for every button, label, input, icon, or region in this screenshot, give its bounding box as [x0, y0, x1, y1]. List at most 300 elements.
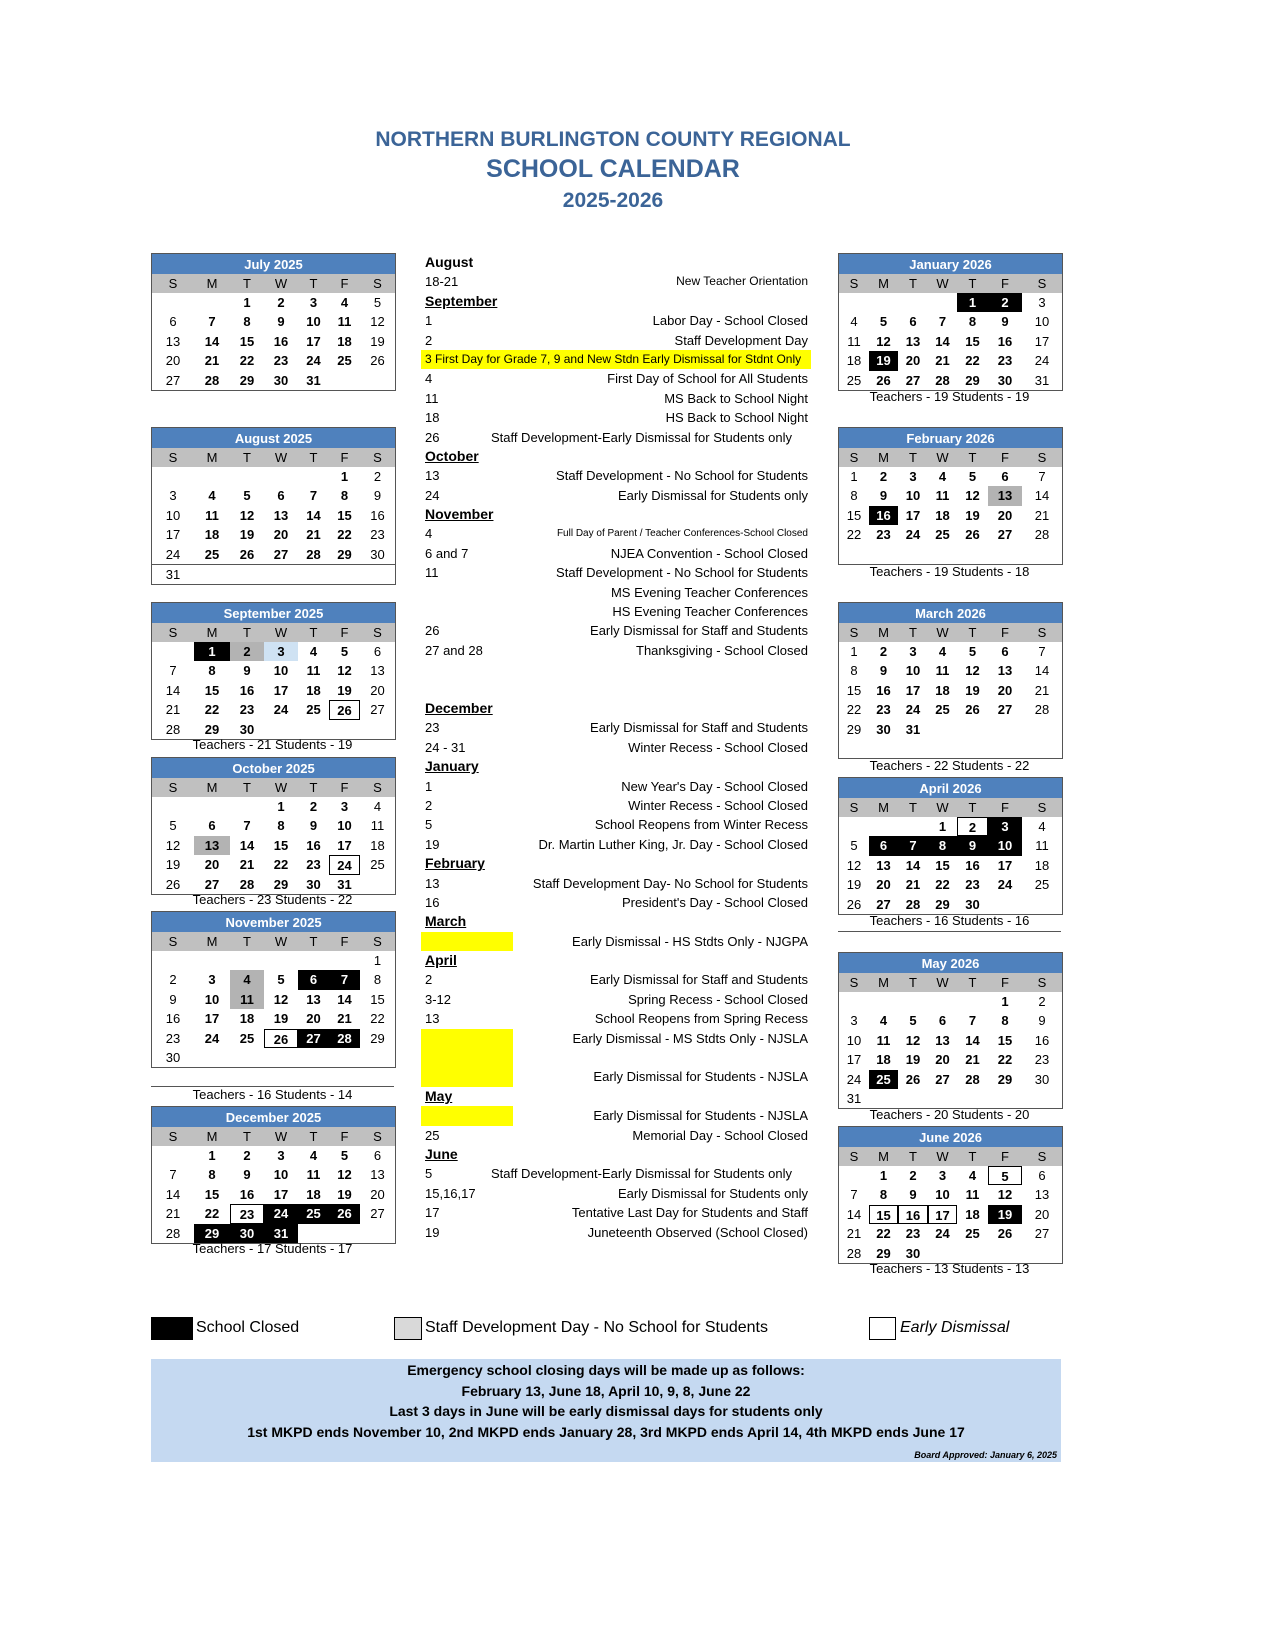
event-date: 19: [425, 836, 440, 852]
day-cell: 20: [997, 507, 1013, 523]
day-cell: 26: [876, 372, 891, 388]
month-calendar-mar: [838, 602, 1063, 759]
day-cell: 12: [337, 663, 352, 679]
day-cell: 24: [905, 527, 921, 543]
day-cell: 19: [965, 507, 980, 523]
empty-cell: [928, 293, 957, 312]
event-description: Early Dismissal for Staff and Students: [590, 720, 808, 736]
month-heading-label: August: [425, 254, 474, 270]
weekday-label: S: [373, 1129, 382, 1144]
event-description: HS Evening Teacher Conferences: [612, 604, 808, 620]
empty-cell: [839, 1166, 869, 1185]
event-description: Early Dismissal for Students only: [617, 1185, 808, 1201]
day-cell: 3: [340, 799, 349, 814]
event-date: 16: [425, 894, 440, 910]
day-cell: 17: [337, 837, 352, 853]
weekday-label: T: [309, 276, 318, 291]
day-cell: 12: [905, 1032, 921, 1048]
empty-cell: [298, 951, 329, 970]
day-cell: 29: [194, 1224, 230, 1243]
weekday-label: T: [243, 934, 251, 949]
day-cell: 16: [997, 333, 1013, 349]
empty-cell: [898, 817, 928, 836]
day-cell: 8: [208, 663, 216, 679]
day-cell: 1: [208, 1148, 216, 1163]
week-row: [152, 951, 395, 970]
week-row: [152, 816, 395, 835]
day-cell: 13: [370, 1167, 385, 1183]
event-row: [421, 1106, 811, 1125]
day-cell: 9: [243, 663, 251, 679]
day-cell: 26: [264, 1029, 298, 1048]
day-cell: 21: [905, 877, 921, 893]
event-row: [421, 835, 811, 854]
event-description: MS Evening Teacher Conferences: [610, 584, 808, 600]
month-header: November 2025: [152, 912, 395, 932]
day-cell: 28: [306, 546, 321, 562]
weekday-label: W: [274, 450, 288, 465]
day-cell: 29: [965, 372, 980, 388]
day-cell: 10: [988, 836, 1022, 855]
event-date: 1: [425, 313, 433, 329]
week-row: [152, 486, 395, 505]
day-cell: 29: [273, 876, 289, 892]
day-cell: 22: [846, 527, 862, 543]
day-cell: 18: [337, 333, 352, 349]
week-row: [152, 1204, 395, 1223]
day-cell: 16: [869, 506, 898, 525]
day-cell: 2: [1038, 994, 1046, 1009]
weekday-label: F: [340, 450, 349, 465]
day-cell: 12: [965, 488, 980, 504]
event-date: 13: [425, 468, 440, 484]
week-row: [152, 332, 395, 351]
day-cell: 12: [997, 1187, 1013, 1203]
day-cell: 3: [909, 469, 917, 484]
day-cell: 1: [243, 295, 251, 310]
day-cell: 26: [329, 1204, 360, 1223]
empty-cell: [928, 720, 957, 739]
weekday-label: S: [168, 625, 178, 640]
event-row: [421, 970, 811, 989]
week-row: [839, 293, 1062, 312]
day-cell: 28: [165, 1225, 181, 1241]
day-cell: 4: [938, 644, 947, 659]
day-cell: 30: [905, 1245, 921, 1261]
event-row: [421, 641, 811, 660]
event-row: [421, 1029, 811, 1048]
day-cell: 13: [273, 507, 289, 523]
event-date: 25: [425, 1127, 440, 1143]
event-row: [421, 369, 811, 388]
day-cell: 11: [935, 488, 950, 504]
day-cell: 16: [1034, 1032, 1050, 1048]
day-cell: 1: [373, 953, 382, 968]
weekday-label: S: [1037, 276, 1047, 291]
day-cell: 12: [337, 1167, 352, 1183]
event-date: 4: [425, 371, 433, 387]
day-cell: 11: [847, 333, 861, 349]
day-cell: 24: [264, 1204, 298, 1223]
week-row: [839, 332, 1062, 351]
day-cell: 25: [869, 1070, 898, 1089]
day-cell: 28: [846, 1245, 862, 1261]
day-cell: 15: [846, 682, 862, 698]
month-heading-label: November: [425, 506, 494, 523]
day-cell: 26: [905, 1071, 921, 1087]
legend-staff-swatch: [394, 1317, 422, 1340]
event-row: [421, 796, 811, 815]
day-cell: 15: [846, 507, 862, 523]
week-row: [839, 1205, 1062, 1224]
weekday-label: S: [1037, 450, 1047, 465]
week-row: [152, 970, 395, 989]
day-cell: 22: [337, 527, 352, 543]
day-cell: 27: [1034, 1226, 1050, 1242]
day-cell: 15: [204, 682, 220, 698]
day-cell: 13: [194, 836, 230, 855]
blank-row: [421, 660, 811, 679]
event-date: 26: [425, 429, 440, 445]
month-header: December 2025: [152, 1107, 395, 1127]
weekday-label: T: [968, 450, 977, 465]
weekday-label: S: [1037, 625, 1047, 640]
day-cell: 20: [370, 1186, 385, 1202]
day-cell: 21: [846, 1226, 862, 1242]
month-heading-label: September: [425, 292, 498, 309]
day-cell: 21: [1034, 507, 1050, 523]
day-cell: 5: [988, 1166, 1022, 1185]
day-cell: 9: [1038, 1013, 1046, 1029]
empty-cell: [230, 951, 264, 970]
day-cell: 25: [965, 1226, 980, 1242]
day-cell: 5: [243, 488, 251, 504]
day-cell: 14: [306, 507, 321, 523]
weekday-label: W: [936, 800, 949, 815]
day-cell: 6: [277, 488, 285, 504]
empty-cell: [360, 371, 395, 390]
day-cell: 22: [370, 1011, 385, 1027]
day-cell: 2: [243, 1148, 251, 1163]
week-row: [839, 1224, 1062, 1243]
weekday-label: T: [909, 800, 917, 815]
instructional-days-count: Teachers - 23 Students - 22: [192, 892, 353, 907]
day-cell: 12: [965, 663, 980, 679]
day-cell: 3: [850, 1013, 858, 1029]
day-cell: 15: [337, 507, 352, 523]
event-description: Spring Recess - School Closed: [628, 991, 808, 1007]
week-row: [839, 1050, 1062, 1069]
empty-cell: [869, 817, 898, 836]
empty-cell: [264, 951, 298, 970]
event-description: Thanksgiving - School Closed: [636, 642, 808, 658]
month-calendar-dec: [151, 1106, 396, 1244]
day-cell: 6: [1038, 1168, 1046, 1183]
weekday-label: T: [309, 450, 318, 465]
day-cell: 10: [935, 1187, 950, 1203]
day-cell: 26: [165, 876, 181, 892]
empty-cell: [988, 895, 1022, 914]
day-cell: 14: [165, 1186, 181, 1202]
event-description: Labor Day - School Closed: [652, 313, 808, 329]
week-row: [839, 486, 1062, 505]
day-cell: 10: [306, 314, 321, 330]
day-cell: 25: [306, 702, 321, 718]
weekday-label: F: [1001, 276, 1009, 291]
weekday-header-row: [839, 623, 1062, 642]
event-date: 6 and 7: [425, 545, 469, 561]
day-cell: 18: [306, 1186, 321, 1202]
day-cell: 10: [273, 1167, 289, 1183]
event-description: New Year's Day - School Closed: [621, 778, 808, 794]
event-date: [421, 1029, 513, 1048]
weekday-header-row: [152, 274, 395, 293]
day-cell: 27: [370, 702, 385, 718]
board-approved: Board Approved: January 6, 2025: [914, 1450, 1057, 1460]
day-cell: 26: [997, 1226, 1013, 1242]
school-year: 2025-2026: [562, 189, 664, 212]
day-cell: 2: [988, 293, 1022, 312]
day-cell: 18: [935, 507, 950, 523]
day-cell: 17: [306, 333, 321, 349]
day-cell: 12: [239, 507, 255, 523]
day-cell: 19: [370, 333, 385, 349]
day-cell: 18: [846, 353, 862, 369]
day-cell: 18: [876, 1052, 891, 1068]
day-cell: 23: [306, 857, 321, 873]
day-cell: 21: [306, 527, 321, 543]
day-cell: 27: [876, 896, 891, 912]
day-cell: 20: [876, 877, 891, 893]
day-cell: 5: [968, 469, 977, 484]
day-cell: 10: [1034, 314, 1050, 330]
day-cell: 29: [204, 721, 220, 737]
day-cell: 19: [988, 1205, 1022, 1224]
weekday-label: W: [274, 1129, 288, 1144]
weekday-label: S: [849, 450, 859, 465]
instructional-days-count: Teachers - 21 Students - 19: [192, 737, 353, 752]
day-cell: 16: [965, 857, 980, 873]
event-row: [421, 544, 811, 563]
empty-cell: [1022, 720, 1062, 739]
day-cell: 27: [905, 372, 921, 388]
weekday-label: M: [206, 625, 218, 640]
event-description: Early Dismissal for Students - NJSLA: [593, 1069, 808, 1085]
empty-cell: [152, 1146, 194, 1165]
day-cell: 23: [239, 702, 255, 718]
empty-cell: [839, 817, 869, 836]
day-cell: 8: [968, 314, 977, 330]
event-month-heading: [421, 854, 811, 873]
weekday-label: W: [274, 276, 288, 291]
week-row: [152, 1009, 395, 1028]
month-calendar-jul: [151, 253, 396, 391]
day-cell: 1: [850, 644, 858, 659]
event-description: First Day of School for All Students: [607, 371, 808, 387]
empty-cell: [152, 642, 194, 661]
event-description: School Reopens from Winter Recess: [594, 817, 808, 833]
event-description: Staff Development Day- No School for Students: [532, 875, 808, 891]
week-row: [839, 1070, 1062, 1089]
weekday-label: F: [340, 625, 349, 640]
event-row: [421, 272, 811, 291]
day-cell: 16: [306, 837, 321, 853]
weekday-label: T: [968, 1149, 977, 1164]
empty-cell: [898, 992, 928, 1011]
day-cell: 3: [169, 488, 177, 504]
day-cell: 19: [965, 682, 980, 698]
day-cell: 7: [938, 314, 947, 330]
day-cell: 17: [273, 682, 289, 698]
day-cell: 21: [204, 353, 220, 369]
day-cell: 26: [239, 546, 255, 562]
event-row: [421, 1203, 811, 1222]
day-cell: 10: [165, 507, 181, 523]
day-cell: 27: [370, 1206, 385, 1222]
month-calendar-oct: [151, 757, 396, 895]
day-cell: 6: [169, 314, 177, 330]
day-cell: 4: [208, 488, 216, 504]
emergency-closing-note: [151, 1359, 1061, 1462]
empty-cell: [957, 992, 988, 1011]
day-cell: 10: [905, 488, 921, 504]
weekday-label: F: [340, 780, 349, 795]
weekday-label: T: [309, 780, 318, 795]
day-cell: 17: [846, 1052, 862, 1068]
week-row: [152, 1048, 395, 1067]
day-cell: 2: [879, 469, 888, 484]
week-row: [152, 1165, 395, 1184]
instructional-days-count: Teachers - 17 Students - 17: [192, 1241, 353, 1256]
week-row: [839, 642, 1062, 661]
day-cell: 1: [277, 799, 285, 814]
event-description: NJEA Convention - School Closed: [610, 545, 808, 561]
month-heading-label: April: [425, 952, 457, 969]
week-row: [152, 855, 395, 874]
day-cell: 1: [938, 819, 947, 834]
day-cell: 20: [935, 1052, 950, 1068]
day-cell: 8: [373, 972, 382, 988]
event-description: Memorial Day - School Closed: [632, 1127, 808, 1143]
day-cell: 1: [850, 469, 858, 484]
day-cell: 9: [309, 818, 318, 834]
event-description: Winter Recess - School Closed: [628, 797, 808, 813]
day-cell: 7: [1038, 469, 1046, 484]
note-line: Last 3 days in June will be early dismissal days for students only: [389, 1403, 823, 1419]
weekday-label: T: [909, 450, 917, 465]
weekday-label: T: [243, 1129, 251, 1144]
day-cell: 7: [968, 1013, 977, 1029]
weekday-label: S: [168, 276, 178, 291]
weekday-header-row: [839, 798, 1062, 817]
weekday-label: M: [878, 800, 889, 815]
empty-cell: [230, 467, 264, 486]
weekday-label: W: [936, 625, 949, 640]
event-description: Early Dismissal for Students only: [617, 487, 808, 503]
day-cell: 22: [876, 1226, 891, 1242]
legend-closed-swatch: [151, 1317, 193, 1340]
day-cell: 6: [208, 818, 216, 834]
event-date: 2: [425, 332, 433, 348]
weekday-label: T: [968, 276, 977, 291]
day-cell: 12: [165, 837, 181, 853]
day-cell: 15: [997, 1032, 1013, 1048]
event-row: [421, 408, 811, 427]
month-header: August 2025: [152, 428, 395, 448]
event-date: [421, 932, 513, 951]
day-cell: 28: [965, 1071, 980, 1087]
week-row: [152, 371, 395, 390]
day-cell: 10: [204, 991, 220, 1007]
week-row: [839, 875, 1062, 894]
day-cell: 29: [876, 1245, 891, 1261]
day-cell: 20: [273, 527, 289, 543]
event-date: 18-21: [425, 274, 459, 290]
empty-cell: [329, 1048, 360, 1067]
week-row: [152, 564, 395, 584]
day-cell: 28: [905, 896, 921, 912]
weekday-label: T: [909, 1149, 917, 1164]
event-row: [421, 331, 811, 350]
day-cell: 25: [370, 857, 385, 873]
week-row: [839, 895, 1062, 914]
day-cell: 25: [935, 702, 950, 718]
day-cell: 27: [273, 546, 289, 562]
day-cell: 17: [273, 1186, 289, 1202]
instructional-days-count: Teachers - 19 Students - 19: [869, 389, 1030, 404]
event-description: Early Dismissal for Staff and Students: [590, 972, 808, 988]
weekday-label: S: [373, 450, 382, 465]
day-cell: 7: [1038, 644, 1046, 659]
day-cell: 30: [1034, 1071, 1050, 1087]
day-cell: 13: [997, 663, 1013, 679]
week-row: [152, 990, 395, 1009]
day-cell: 4: [340, 295, 349, 310]
event-month-heading: [421, 757, 811, 776]
day-cell: 14: [204, 333, 220, 349]
legend-closed-label: School Closed: [196, 1319, 300, 1336]
event-month-heading: [421, 699, 811, 718]
day-cell: 17: [905, 682, 921, 698]
day-cell: 20: [370, 682, 385, 698]
empty-cell: [298, 467, 329, 486]
day-cell: 24: [997, 877, 1013, 893]
day-cell: 31: [1034, 372, 1050, 388]
event-row: [421, 738, 811, 757]
day-cell: 23: [165, 1030, 181, 1046]
day-cell: 1: [879, 1168, 888, 1183]
day-cell: 25: [239, 1030, 255, 1046]
day-cell: 28: [165, 721, 181, 737]
day-cell: 13: [988, 486, 1022, 505]
day-cell: 28: [329, 1029, 360, 1048]
day-cell: 14: [1034, 488, 1050, 504]
legend-early-swatch: [869, 1317, 896, 1340]
event-row: [421, 1048, 811, 1067]
event-row: [421, 1164, 811, 1183]
event-row: [421, 311, 811, 330]
week-row: [152, 545, 395, 564]
weekday-label: S: [849, 800, 859, 815]
event-date: [421, 1106, 513, 1125]
month-heading-label: December: [425, 699, 493, 716]
day-cell: 4: [938, 469, 947, 484]
day-cell: 1: [340, 469, 349, 484]
empty-cell: [194, 797, 230, 816]
event-description: HS Back to School Night: [665, 410, 808, 426]
day-cell: 6: [373, 1148, 382, 1163]
event-date: 2: [425, 797, 433, 813]
